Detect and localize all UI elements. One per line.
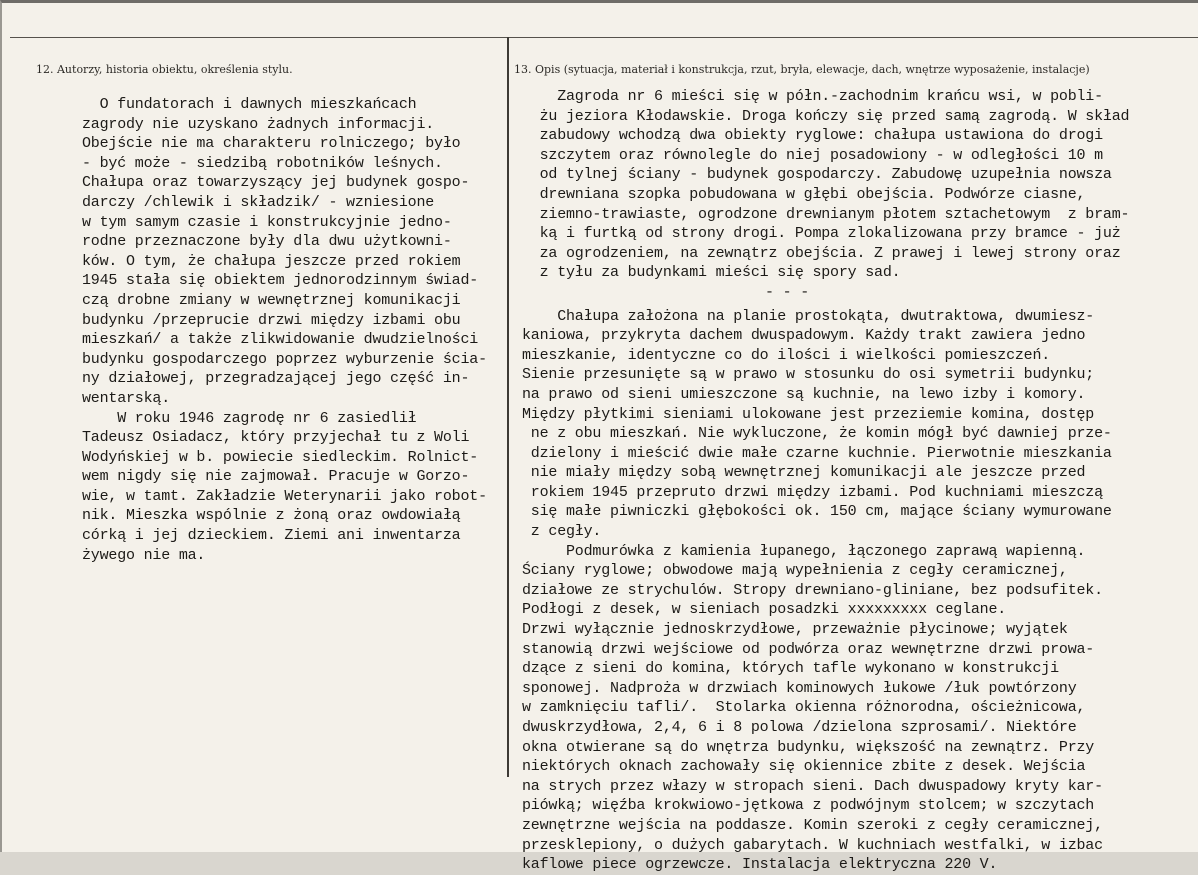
text-line: ków. O tym, że chałupa jeszcze przed rokiem xyxy=(82,252,461,270)
text-line: zabudowy wchodzą dwa obiekty ryglowe: chałupa ustawiona do drogi xyxy=(522,127,1103,145)
text-line: Wodyńskiej w b. powiecie siedleckim. Rolnict- xyxy=(82,448,479,466)
text-line: sponowej. Nadproża w drzwiach kominowych łukowe /łuk powtórzony xyxy=(522,679,1077,697)
text-line: - być może - siedzibą robotników leśnych. xyxy=(82,154,443,172)
section-separator: - - - xyxy=(765,283,810,301)
history-text xyxy=(82,95,487,565)
text-line: budynku gospodarczego poprzez wyburzenie ścia- xyxy=(82,350,487,368)
text-line: dwuskrzydłowa, 2,4, 6 i 8 polowa /dzielona szprosami/. Niektóre xyxy=(522,719,1077,736)
text-line: darczy /chlewik i składzik/ - wzniesione xyxy=(82,193,435,211)
text-line: żywego nie ma. xyxy=(82,546,206,564)
text-line: ny działowej, przegradzającej jego część in- xyxy=(82,370,470,388)
text-line: budynku /przeprucie drzwi między izbami obu xyxy=(82,311,461,329)
top-rule xyxy=(10,37,1198,38)
text-line: O fundatorach i dawnych mieszkańcach xyxy=(82,96,417,113)
right-column-header: 13. Opis (sytuacja, materiał i konstrukcja, rzut, bryła, elewacje, dach, wnętrze wyposażenie, instalacje) xyxy=(514,63,1090,76)
text-line: z tyłu za budynkami mieści się spory sad. xyxy=(522,264,901,282)
text-line: za ogrodzeniem, na zewnątrz obejścia. Z prawej i lewej strony oraz xyxy=(522,244,1121,262)
text-line: Obejście nie ma charakteru rolniczego; było xyxy=(82,135,461,153)
text-line: ne z obu mieszkań. Nie wykluczone, że komin mógł być dawniej prze- xyxy=(522,425,1112,443)
text-line: szczytem oraz równolegle do niej posadowiony - w odległości 10 m xyxy=(522,146,1103,164)
text-line: działowe ze strychulów. Stropy drewniano-gliniane, bez podsufitek. xyxy=(522,581,1103,599)
text-line: stanowią drzwi wejściowe od podwórza oraz wewnętrzne drzwi prowa- xyxy=(522,640,1095,658)
text-line: 1945 stała się obiektem jednorodzinnym świad- xyxy=(82,272,479,290)
text-line: Ściany ryglowe; obwodowe mają wypełnienia z cegły ceramicznej, xyxy=(522,562,1068,580)
text-line: w zamknięciu tafli/. Stolarka okienna różnorodna, ościeżnicowa, xyxy=(522,699,1086,717)
text-line: rokiem 1945 przepruto drzwi między izbami. Pod kuchniami mieszczą xyxy=(522,483,1103,501)
text-line: czą drobne zmiany w wewnętrznej komunikacji xyxy=(82,291,461,309)
text-line: rodne przeznaczone były dla dwu użytkowni- xyxy=(82,233,452,251)
text-line: mieszkanie, identyczne co do ilości i wielkości pomieszczeń. xyxy=(522,346,1051,364)
text-line: piówką; więźba krokwiowo-jętkowa z podwójnym stolcem; w szczytach xyxy=(522,797,1095,815)
text-line: nie miały między sobą wewnętrznej komunikacji ale jeszcze przed xyxy=(522,464,1086,482)
text-line: Zagroda nr 6 mieści się w półn.-zachodnim krańcu wsi, w pobli- xyxy=(522,88,1103,105)
text-line: zewnętrzne wejścia na poddasze. Komin szeroki z cegły ceramicznej, xyxy=(522,816,1103,834)
text-line: Podmurówka z kamienia łupanego, łączonego zaprawą wapienną. xyxy=(522,542,1086,560)
text-line: się małe piwniczki głębokości ok. 150 cm, mające ściany wymurowane xyxy=(522,503,1112,521)
text-line: Sienie przesunięte są w prawo w stosunku do osi symetrii budynku; xyxy=(522,366,1095,384)
text-line: wem nigdy się nie zajmował. Pracuje w Gorzo- xyxy=(82,468,470,486)
text-line: żu jeziora Kłodawskie. Droga kończy się przed samą zagrodą. W skład xyxy=(522,107,1130,125)
text-line: Podłogi z desek, w sieniach posadzki xxxxxxxxx ceglane. xyxy=(522,601,1007,619)
text-line: wentarską. xyxy=(82,389,171,407)
text-line: kaniowa, przykryta dachem dwuspadowym. Każdy trakt zawiera jedno xyxy=(522,327,1086,345)
text-line: na strych przez włazy w stropach sieni. Dach dwuspadowy kryty kar- xyxy=(522,777,1103,795)
text-line: dzielony i mieścić dwie małe czarne kuchnie. Pierwotnie mieszkania xyxy=(522,444,1112,462)
text-line: Tadeusz Osiadacz, który przyjechał tu z Woli xyxy=(82,429,470,447)
text-line: Chałupa założona na planie prostokąta, dwutraktowa, dwumiesz- xyxy=(522,307,1095,325)
text-line: dzące z sieni do komina, których tafle wykonano w konstrukcji xyxy=(522,660,1059,678)
text-line: drewniana szopka pobudowana w głębi obejścia. Podwórze ciasne, xyxy=(522,185,1086,203)
text-line: na prawo od sieni umieszczone są kuchnie, na lewo izby i komory. xyxy=(522,385,1086,403)
text-line: córką i jej dzieckiem. Ziemi ani inwentarza xyxy=(82,527,461,545)
text-line: przesklepiony, o dużych gabarytach. W kuchniach westfalki, w izbac xyxy=(522,836,1103,854)
text-line: okna otwierane są do wnętrza budynku, większość na zewnątrz. Przy xyxy=(522,738,1095,756)
text-line: ką i furtką od strony drogi. Pompa zlokalizowana przy bramce - już xyxy=(522,225,1121,243)
left-column-header: 12. Autorzy, historia obiektu, określenia stylu. xyxy=(36,63,293,76)
text-line: w tym samym czasie i konstrukcyjnie jedno- xyxy=(82,213,452,231)
text-line: mieszkań/ a także zlikwidowanie dwudzielności xyxy=(82,331,479,349)
text-line: Drzwi wyłącznie jednoskrzydłowe, przeważnie płycinowe; wyjątek xyxy=(522,621,1068,639)
description-text xyxy=(522,87,1129,875)
text-line: niektórych oknach zachowały się okiennice zbite z desek. Wejścia xyxy=(522,758,1086,776)
text-line: od tylnej ściany - budynek gospodarczy. Zabudowę uzupełnia nowsza xyxy=(522,166,1112,184)
text-line: ziemno-trawiaste, ogrodzone drewnianym płotem sztachetowym z bram- xyxy=(522,205,1130,223)
text-line: Między płytkimi sieniami ulokowane jest przeziemie komina, dostęp xyxy=(522,405,1095,423)
text-line: zagrody nie uzyskano żadnych informacji. xyxy=(82,115,435,133)
text-line: Chałupa oraz towarzyszący jej budynek gospo- xyxy=(82,174,470,192)
text-line: z cegły. xyxy=(522,523,602,541)
text-line: W roku 1946 zagrodę nr 6 zasiedlił xyxy=(82,409,417,427)
column-divider xyxy=(507,37,509,777)
text-line: wie, w tamt. Zakładzie Weterynarii jako robot- xyxy=(82,487,487,505)
text-line: nik. Mieszka wspólnie z żoną oraz owdowiałą xyxy=(82,507,461,525)
text-line: kaflowe piece ogrzewcze. Instalacja elektryczna 220 V. xyxy=(522,856,998,874)
